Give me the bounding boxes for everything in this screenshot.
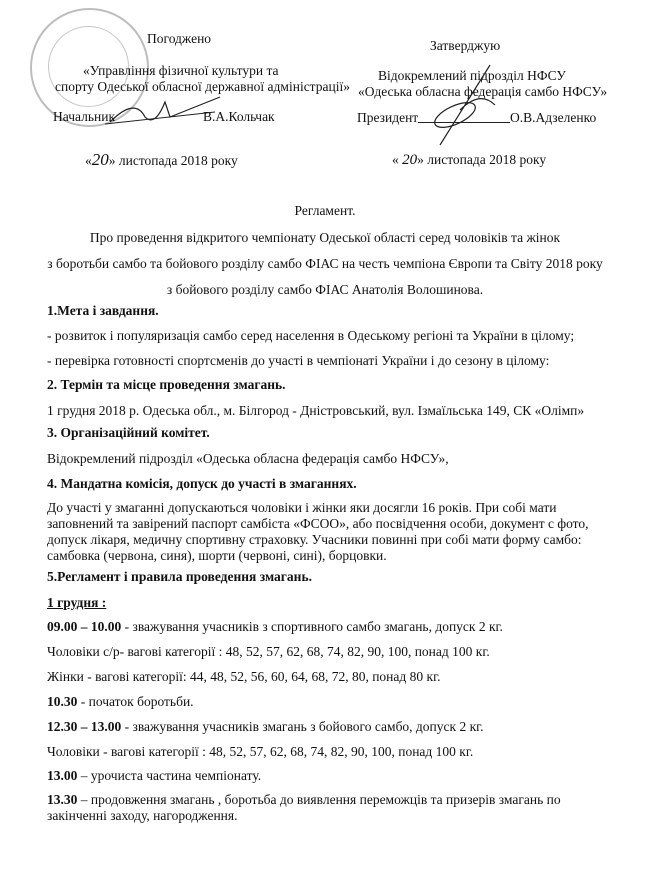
section-2-text: 1 грудня 2018 р. Одеська обл., м. Білгород - Дністровський, вул. Ізмаїльська 149, СК «Олімп» (47, 403, 585, 418)
right-date-rest: листопада 2018 року (427, 152, 547, 167)
left-org-line1: «Управління фізичної культури та (83, 63, 279, 78)
right-signatory-name: О.В.Адзеленко (510, 110, 597, 125)
right-org-line2: «Одеська обласна федерація самбо НФСУ» (358, 84, 608, 99)
right-org-line1: Відокремлений підрозділ НФСУ (378, 68, 566, 83)
left-org-line2: спорту Одеської обласної державної адміністрації» (55, 79, 350, 94)
section-1-item-2: - перевірка готовності спортсменів до участі в чемпіонаті України і до сезону в цілому: (47, 353, 550, 368)
section-1-heading: 1.Мета і завдання. (47, 303, 159, 318)
schedule-item (47, 719, 484, 735)
day-label: 1 грудня : (47, 595, 107, 610)
schedule-item (47, 669, 440, 685)
subtitle-line-2: з боротьби самбо та бойового розділу самбо ФІАС на честь чемпіона Європи та Світу 2018 року (47, 256, 603, 271)
schedule-item (47, 619, 503, 635)
section-5-heading: 5.Регламент і правила проведення змагань. (47, 569, 312, 584)
section-2-heading: 2. Термін та місце проведення змагань. (47, 377, 286, 392)
schedule-item (47, 694, 194, 710)
schedule-time: 13.30 (47, 792, 78, 807)
section-4-heading: 4. Мандатна комісія, допуск до участі в змаганнях. (47, 476, 357, 491)
right-date-day: 20 (402, 152, 418, 168)
schedule-item (47, 792, 607, 824)
schedule-item (47, 644, 490, 660)
section-3-text: Відокремлений підрозділ «Одеська обласна федерація самбо НФСУ», (47, 451, 449, 466)
schedule-time: 13.00 (47, 768, 78, 783)
schedule-item (47, 744, 473, 760)
section-1-item-1: - розвиток і популяризація самбо серед населення в Одеському регіоні та України в цілому; (47, 328, 575, 343)
subtitle-line-1: Про проведення відкритого чемпіонату Одеської області серед чоловіків та жінок (89, 230, 561, 245)
section-3-heading: 3. Організаційний комітет. (47, 425, 210, 440)
schedule-text: Чоловіки - вагові категорії : 48, 52, 57, 62, 68, 74, 82, 90, 100, понад 100 кг. (47, 744, 474, 759)
schedule-text: – урочиста частина чемпіонату. (77, 768, 262, 783)
left-approval-title: Погоджено (147, 31, 212, 46)
subtitle-line-3: з бойового розділу самбо ФІАС Анатолія Волошинова. (166, 282, 484, 297)
right-approval-title: Затверджую (430, 38, 501, 53)
right-position: Президент (357, 110, 419, 125)
left-position: Начальник (53, 109, 116, 124)
left-date: «20» листопада 2018 року (85, 150, 238, 169)
schedule-time: 12.30 – 13.00 (47, 719, 122, 734)
schedule-text: - початок боротьби. (77, 694, 194, 709)
schedule-time: 10.30 (47, 694, 78, 709)
left-date-day: 20 (91, 150, 109, 169)
schedule-time: 09.00 – 10.00 (47, 619, 122, 634)
right-signature (425, 60, 515, 150)
schedule-text: Чоловіки с/р- вагові категорії : 48, 52, 57, 62, 68, 74, 82, 90, 100, понад 100 кг. (47, 644, 490, 659)
section-4-text: До участі у змаганні допускаються чоловіки і жінки яки досягли 16 років. При собі мати заповнений та завірений паспорт самбіста «ФСОО», або посвідчення особи, документ с фото, допуск лікаря, медичну спортивну страховку. Учасники повинні при собі мати форму самбо: самбовка (червона, синя), шорти (червоні, сині), борцовки. (47, 500, 589, 563)
schedule-text: - зважування учасників з спортивного самбо змагань, допуск 2 кг. (121, 619, 503, 634)
schedule-text: - зважування учасників змагань з бойового самбо, допуск 2 кг. (121, 719, 484, 734)
schedule-text: Жінки - вагові категорії: 44, 48, 52, 56, 60, 64, 68, 72, 80, понад 80 кг. (47, 669, 441, 684)
left-signatory-name: В.А.Кольчак (203, 109, 275, 124)
document-title: Регламент. (294, 203, 356, 218)
schedule-item (47, 768, 261, 784)
schedule-text: – продовження змагань , боротьба до виявлення переможців та призерів змагань по закінченні заходу, нагородження. (47, 792, 561, 823)
left-date-rest: листопада 2018 року (118, 153, 238, 168)
right-date: « 20» листопада 2018 року (392, 152, 547, 168)
